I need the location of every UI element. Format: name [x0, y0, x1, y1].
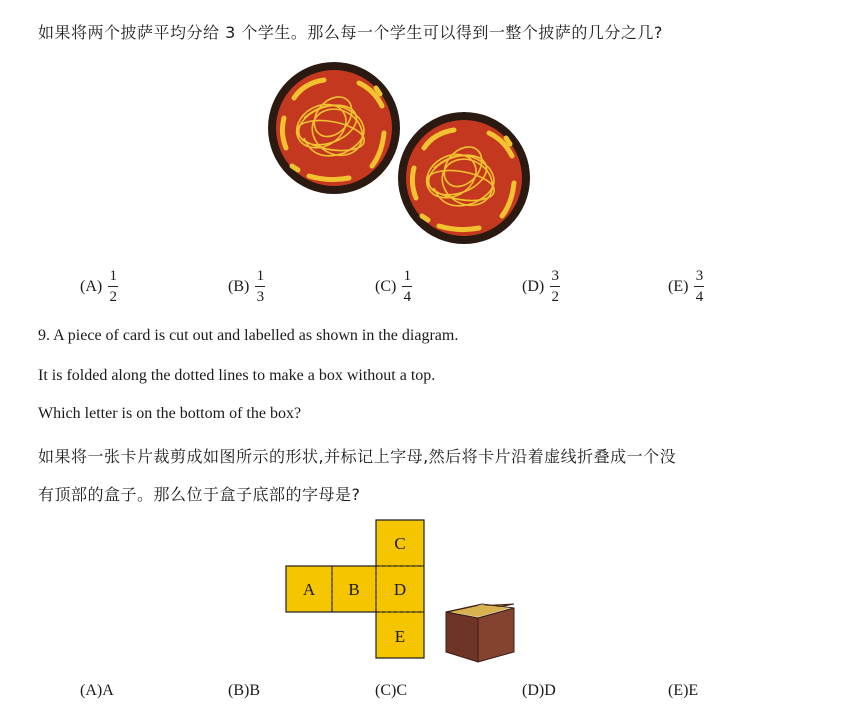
- option-label: (A): [80, 277, 103, 295]
- net-label-a: A: [302, 580, 316, 599]
- fraction: $\frac{1}{4}$: [403, 268, 412, 305]
- net-label-b: B: [348, 580, 360, 599]
- q8-option-c[interactable]: [375, 268, 412, 305]
- option-label: (B): [228, 277, 250, 295]
- net-label-e: E: [394, 627, 406, 646]
- net-label-d: D: [393, 580, 407, 599]
- question-8-text: 如果将两个披萨平均分给 3 个学生。那么每一个学生可以得到一整个披萨的几分之几?: [38, 23, 663, 42]
- open-box-illustration: [442, 598, 518, 666]
- option-label: (D): [522, 277, 545, 295]
- question-9-line-2: It is folded along the dotted lines to make a box without a top.: [38, 367, 436, 384]
- question-9-line-1: 9. A piece of card is cut out and labelled as shown in the diagram.: [38, 327, 459, 344]
- net-label-c: C: [394, 534, 406, 553]
- fraction: $\frac{1}{2}$: [109, 268, 117, 305]
- q9-option-b[interactable]: (B)B: [228, 682, 260, 699]
- q8-option-b[interactable]: [228, 268, 265, 305]
- fraction: $\frac{1}{3}$: [256, 268, 265, 305]
- pizza-illustration: [260, 60, 540, 250]
- q9-option-e[interactable]: (E)E: [668, 682, 699, 699]
- q8-option-a[interactable]: [80, 268, 118, 305]
- fraction: $\frac{3}{2}$: [551, 268, 559, 305]
- option-label: (E): [668, 277, 689, 295]
- option-label: (C): [375, 277, 397, 295]
- q8-option-d[interactable]: [522, 268, 560, 305]
- q9-option-c[interactable]: (C)C: [375, 682, 407, 699]
- fraction: $\frac{3}{4}$: [695, 268, 704, 305]
- pizza-1: [268, 62, 400, 194]
- q9-option-d[interactable]: (D)D: [522, 682, 556, 699]
- q8-option-e[interactable]: [668, 268, 704, 305]
- q9-option-a[interactable]: (A)A: [80, 682, 114, 699]
- question-9-zh-line-1: 如果将一张卡片裁剪成如图所示的形状,并标记上字母,然后将卡片沿着虚线折叠成一个没: [38, 447, 677, 466]
- pizza-2: [398, 112, 530, 244]
- question-9-line-3: Which letter is on the bottom of the box?: [38, 405, 302, 422]
- question-9-zh-line-2: 有顶部的盒子。那么位于盒子底部的字母是?: [38, 485, 361, 504]
